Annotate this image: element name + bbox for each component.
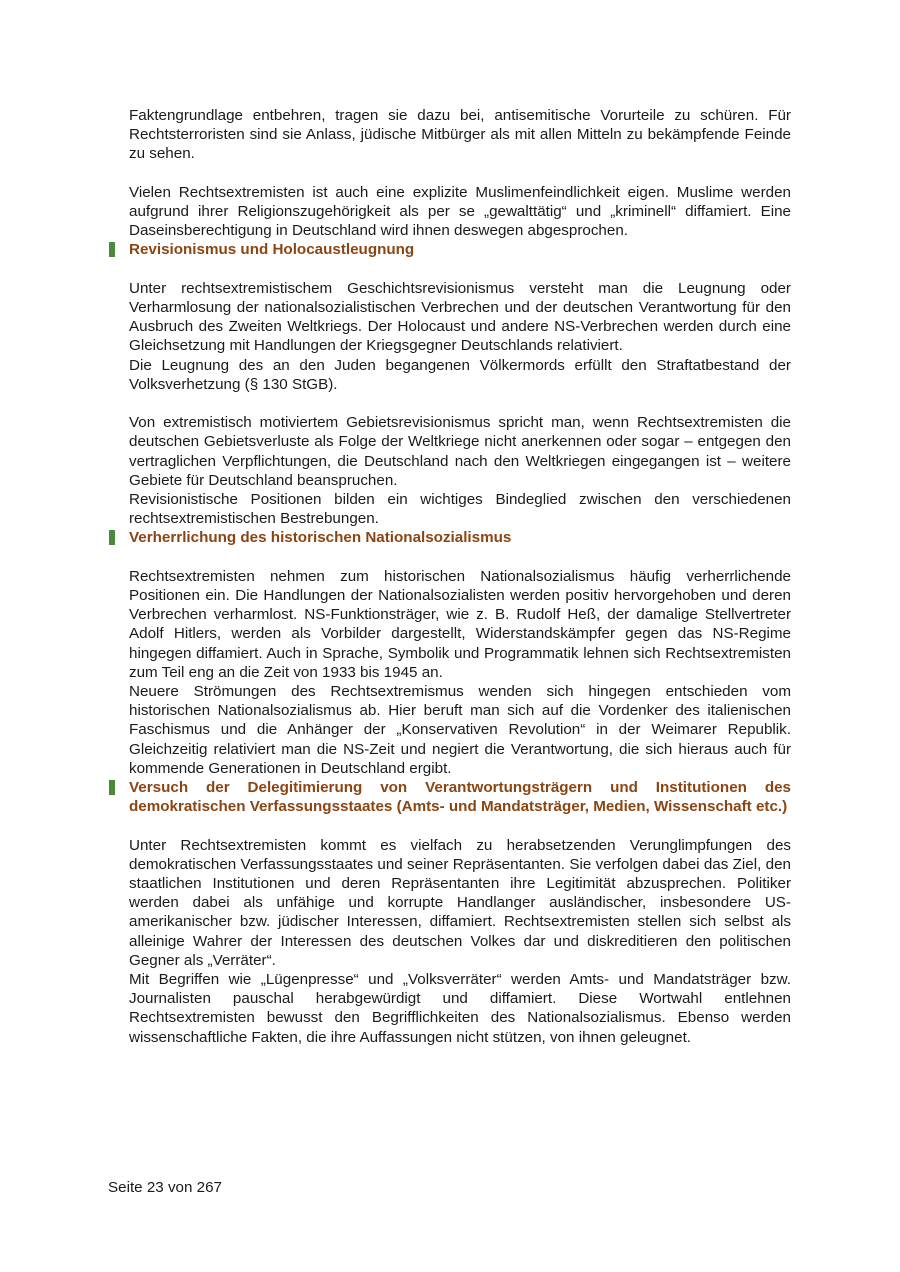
paragraph-history-revisionism <box>129 279 791 394</box>
paragraph-muslim-hostility: Vielen Rechtsextremisten ist auch eine explizite Muslimenfeindlichkeit eigen. Muslime werden aufgrund ihrer Religionszugehörigkeit als per se „gewalttätig“ und „kriminell“ diffamiert. Eine Daseinsberechtigung in Deutschland wird ihnen deswegen abgesprochen. <box>129 183 791 240</box>
paragraph-glorification <box>129 567 791 778</box>
paragraph-line-group: Rechtsextremisten nehmen zum historischen Nationalsozialismus häufig verherrlichende Positionen ein. Die Handlungen der Nationalsozialisten werden positiv hervorgehoben und deren Verbrechen verharmlost. NS-Funktionsträger, wie z. B. Rudolf Heß, der damalige Stellvertreter Adolf Hitlers, werden als Vorbilder dargestellt, Widerstandskämpfer gegen das NS-Regime hingegen diffamiert. Auch in Sprache, Symbolik und Programmatik lehnen sich Rechtsextremisten zum Teil eng an die Zeit von 1933 bis 1945 an. <box>129 567 791 681</box>
paragraph-line-group: Revisionistische Positionen bilden ein wichtiges Bindeglied zwischen den verschiedenen rechtsextremistischen Bestrebungen. <box>129 491 791 528</box>
section-heading-glorification <box>129 528 791 547</box>
paragraph-line-group: Mit Begriffen wie „Lügenpresse“ und „Volksverräter“ werden Amts- und Mandatsträger bzw. Journalisten pauschal herabgewürdigt und diffamiert. Diese Wortwahl entlehnen Rechtsextremisten bewusst den Begrifflichkeiten des Nationalsozialismus. Ebenso werden wissenschaftliche Fakten, die ihre Auffassungen nicht stützen, von ihnen geleugnet. <box>129 971 791 1046</box>
section-heading-revisionism-label: Revisionismus und Holocaustleugnung <box>129 241 415 259</box>
heading-marker-icon <box>109 242 115 257</box>
section-heading-glorification-label: Verherrlichung des historischen Nationalsozialismus <box>129 529 512 547</box>
paragraph-antisemitism-end: Faktengrundlage entbehren, tragen sie dazu bei, antisemitische Vorurteile zu schüren. Für Rechtsterroristen sind sie Anlass, jüdische Mitbürger als mit allen Mitteln zu bekämpfende Feinde zu sehen. <box>129 107 791 163</box>
document-body <box>129 106 791 1047</box>
section-heading-delegitimization-label: Versuch der Delegitimierung von Verantwortungsträgern und Institutionen des demokratischen Verfassungsstaates (Amts- und Mandatsträger, Medien, Wissenschaft etc.) <box>129 779 791 816</box>
paragraph-line-group: Von extremistisch motiviertem Gebietsrevisionismus spricht man, wenn Rechtsextremisten die deutschen Gebietsverluste als Folge der Weltkriege nicht anerkennen oder sogar – entgegen den vertraglichen Verpflichtungen, die Deutschland nach den Weltkriegen eingegangen ist – weitere Gebiete für Deutschland beanspruchen. <box>129 414 791 489</box>
heading-marker-icon <box>109 780 115 795</box>
section-heading-delegitimization <box>129 778 791 816</box>
section-heading-revisionism <box>129 240 791 259</box>
heading-marker-icon <box>109 530 115 545</box>
paragraph-line-group: Unter Rechtsextremisten kommt es vielfach zu herabsetzenden Verunglimpfungen des demokratischen Verfassungsstaates und seiner Repräsentanten. Sie verfolgen dabei das Ziel, den staatlichen Institutionen und deren Repräsentanten ihre Legitimität abzusprechen. Politiker werden dabei als unfähige und korrupte Handlanger ausländischer, insbesondere US-amerikanischer bzw. jüdischer Interessen, diffamiert. Rechtsextremisten stellen sich selbst als alleinige Wahrer der Interessen des deutschen Volkes dar und diskreditieren den politischen Gegner als „Verräter“. <box>129 836 791 969</box>
page-number: Seite 23 von 267 <box>108 1179 222 1196</box>
paragraph-delegitimization <box>129 836 791 1047</box>
paragraph-line-group: Unter rechtsextremistischem Geschichtsrevisionismus versteht man die Leugnung oder Verharmlosung der nationalsozialistischen Verbrechen und der deutschen Verantwortung für den Ausbruch des Zweiten Weltkriegs. Der Holocaust und andere NS-Verbrechen werden durch eine Gleichsetzung mit Handlungen der Kriegsgegner Deutschlands relativiert. <box>129 279 791 355</box>
paragraph-territorial-revisionism <box>129 413 791 528</box>
paragraph-line-group: Die Leugnung des an den Juden begangenen Völkermords erfüllt den Straftatbestand der Volksverhetzung (§ 130 StGB). <box>129 356 791 393</box>
paragraph-line-group: Neuere Strömungen des Rechtsextremismus wenden sich hingegen entschieden vom historischen Nationalsozialismus ab. Hier beruft man sich auf die Vordenker des italienischen Faschismus und die Anhänger der „Konservativen Revolution“ in der Weimarer Republik. Gleichzeitig relativiert man die NS-Zeit und negiert die Verantwortung, die sich hieraus auch für kommende Generationen in Deutschland ergibt. <box>129 683 791 777</box>
